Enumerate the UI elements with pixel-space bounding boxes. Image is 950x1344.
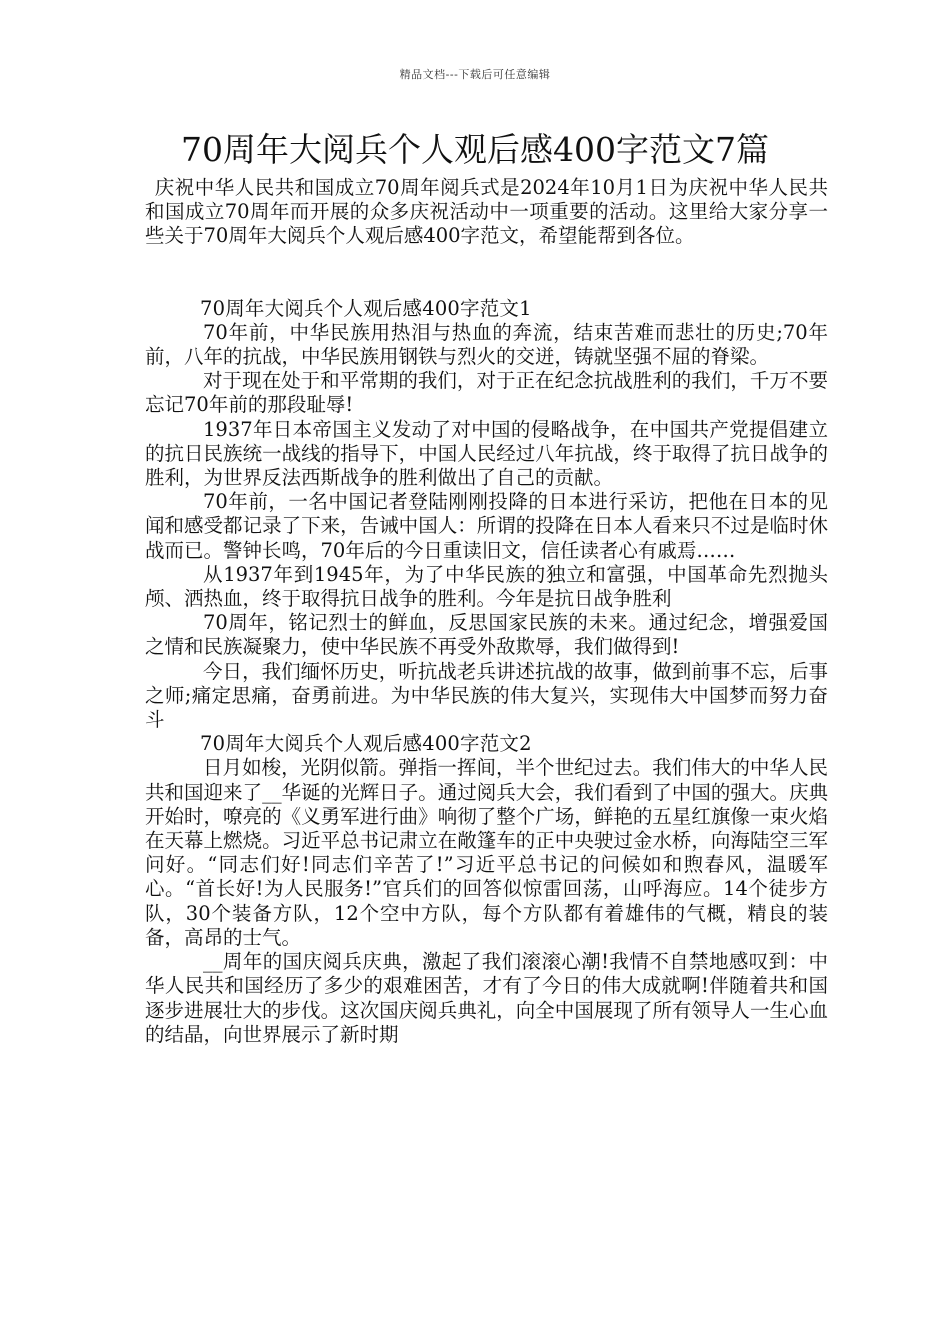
paragraph: 70周年，铭记烈士的鲜血，反思国家民族的未来。通过纪念，增强爱国之情和民族凝聚力，使中华民族不再受外敌欺辱，我们做得到! — [145, 611, 828, 659]
header-note: 精品文档---下载后可任意编辑 — [399, 68, 551, 81]
section-heading: 70周年大阅兵个人观后感400字范文2 — [200, 732, 532, 756]
paragraph: 今日，我们缅怀历史，听抗战老兵讲述抗战的故事，做到前事不忘，后事之师;痛定思痛，奋勇前进。为中华民族的伟大复兴，实现伟大中国梦而努力奋斗 — [145, 659, 828, 732]
intro-paragraph: 庆祝中华人民共和国成立70周年阅兵式是2024年10月1日为庆祝中华人民共和国成立70周年而开展的众多庆祝活动中一项重要的活动。这里给大家分享一些关于70周年大阅兵个人观后感400字范文，希望能帮到各位。 — [145, 176, 828, 248]
paragraph: 70年前，一名中国记者登陆刚刚投降的日本进行采访，把他在日本的见闻和感受都记录了下来，告诫中国人：所谓的投降在日本人看来只不过是临时休战而已。警钟长鸣，70年后的今日重读旧文，信任读者心有戚焉…… — [145, 490, 828, 562]
paragraph: 日月如梭，光阴似箭。弹指一挥间，半个世纪过去。我们伟大的中华人民共和国迎来了__华诞的光辉日子。通过阅兵大会，我们看到了中国的强大。庆典开始时，嘹亮的《义勇军进行曲》响彻了整个广场，鲜艳的五星红旗像一束火焰在天幕上燃烧。习近平总书记肃立在敞篷车的正中央驶过金水桥，向海陆空三军问好。“同志们好!同志们辛苦了!”习近平总书记的问候如和煦春风，温暖军心。“首长好!为人民服务!”官兵们的回答似惊雷回荡，山呼海应。14个徒步方队，30个装备方队，12个空中方队，每个方队都有着雄伟的气概，精良的装备，高昂的士气。 — [145, 756, 828, 949]
paragraph: 对于现在处于和平常期的我们，对于正在纪念抗战胜利的我们，千万不要忘记70年前的那段耻辱! — [145, 369, 828, 417]
paragraph: __周年的国庆阅兵庆典，激起了我们滚滚心潮!我情不自禁地感叹到：中华人民共和国经历了多少的艰难困苦，才有了今日的伟大成就啊!伴随着共和国逐步进展壮大的步伐。这次国庆阅兵典礼，向全中国展现了所有领导人一生心血的结晶，向世界展示了新时期 — [145, 950, 828, 1046]
paragraph: 从1937年到1945年，为了中华民族的独立和富强，中国革命先烈抛头颅、洒热血，终于取得抗日战争的胜利。今年是抗日战争胜利 — [145, 562, 828, 611]
document-body — [145, 176, 828, 1047]
section-heading: 70周年大阅兵个人观后感400字范文1 — [200, 296, 532, 320]
blank-line — [145, 273, 828, 297]
paragraph: 1937年日本帝国主义发动了对中国的侵略战争，在中国共产党提倡建立的抗日民族统一战线的指导下，中国人民经过八年抗战，终于取得了抗日战争的胜利，为世界反法西斯战争的胜利做出了自己的贡献。 — [145, 417, 828, 490]
paragraph: 70年前，中华民族用热泪与热血的奔流，结束苦难而悲壮的历史;70年前，八年的抗战，中华民族用钢铁与烈火的交迸，铸就坚强不屈的脊梁。 — [145, 320, 828, 369]
document-title: 70周年大阅兵个人观后感400字范文7篇 — [181, 130, 769, 169]
blank-line — [145, 249, 828, 273]
